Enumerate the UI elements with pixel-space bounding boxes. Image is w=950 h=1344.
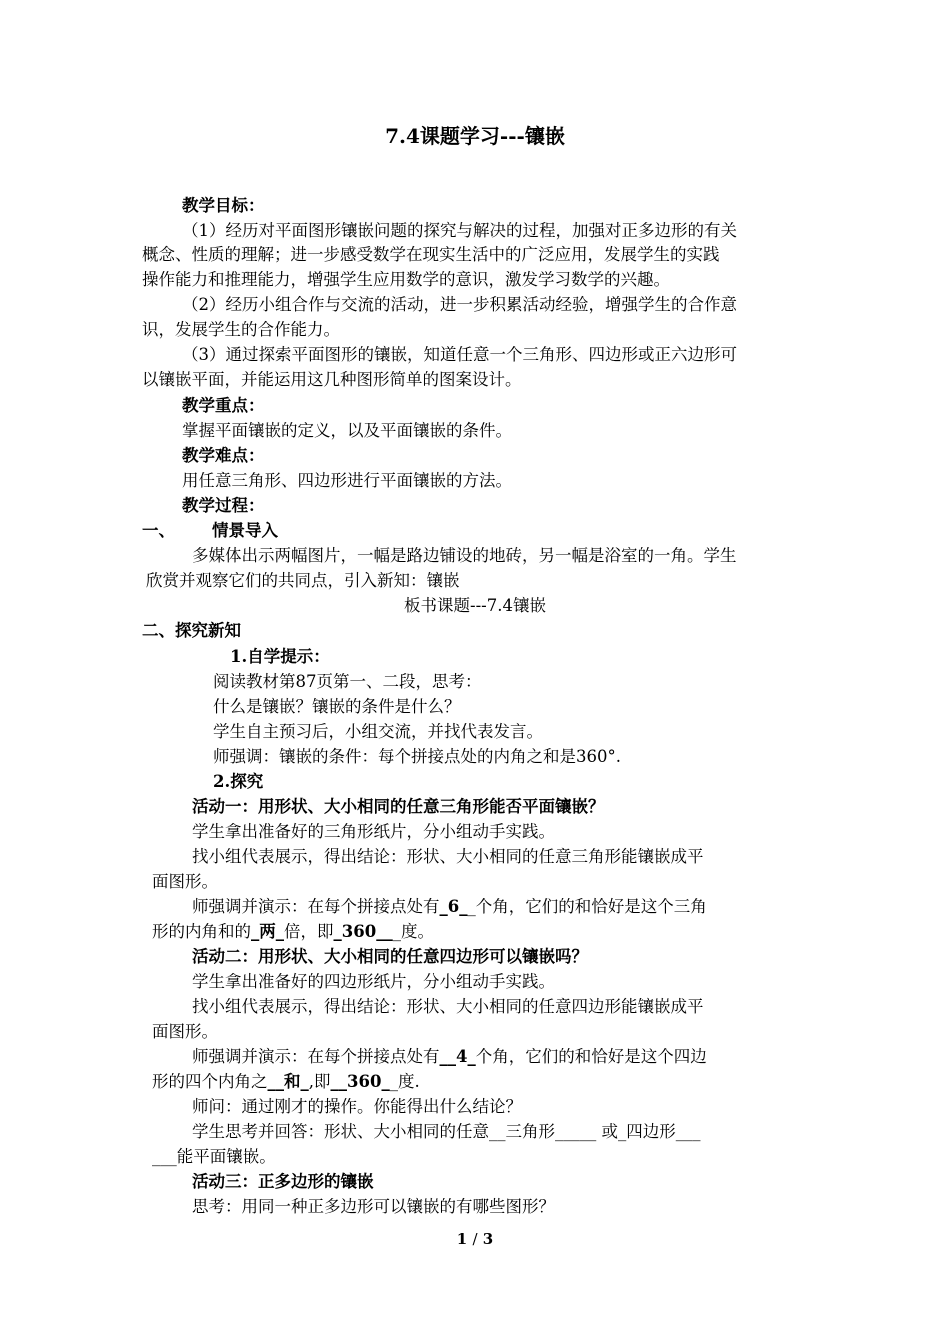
section-2-heading: 二、探究新知 <box>142 621 241 640</box>
key-point-text: 掌握平面镶嵌的定义，以及平面镶嵌的条件。 <box>182 421 512 440</box>
objective-2-line-2: 识，发展学生的合作能力。 <box>142 320 340 339</box>
activity-2-answer-degrees: __360_ <box>330 1072 390 1091</box>
activity-2-answer-count: __4_ <box>439 1047 476 1066</box>
activity-1-line-2: 找小组代表展示，得出结论：形状、大小相同的任意三角形能镶嵌成平 <box>192 847 704 866</box>
section-1-line-2: 欣赏并观察它们的共同点，引入新知：镶嵌 <box>146 571 460 590</box>
self-study-line-2: 什么是镶嵌？镶嵌的条件是什么？ <box>213 697 461 716</box>
self-study-line-3: 学生自主预习后，小组交流，并找代表发言。 <box>213 722 543 741</box>
page-number <box>0 1229 950 1249</box>
activity-1-answer-times: _两_ <box>251 922 284 941</box>
activity-2-line-8: ___能平面镶嵌。 <box>152 1147 276 1166</box>
explore-heading: 2.探究 <box>213 772 264 791</box>
activity-2-line-4 <box>192 1046 707 1068</box>
key-point-heading: 教学重点： <box>182 396 265 415</box>
self-study-line-4: 师强调：镶嵌的条件：每个拼接点处的内角之和是360°. <box>213 747 621 766</box>
board-title: 板书课题---7.4镶嵌 <box>404 596 546 615</box>
activity-2-line-5 <box>152 1071 420 1093</box>
objectives-heading: 教学目标： <box>182 196 265 215</box>
difficulty-heading: 教学难点： <box>182 446 265 465</box>
activity-1-line-3: 面图形。 <box>152 872 218 891</box>
activity-1-line-4 <box>192 896 707 918</box>
activity-1-text-a: 师强调并演示：在每个拼接点处有 <box>192 897 440 916</box>
activity-2-text-b: 个角，它们的和恰好是这个四边 <box>475 1047 707 1066</box>
objective-1-line-1: （1）经历对平面图形镶嵌问题的探究与解决的过程，加强对正多边形的有关 <box>182 221 737 240</box>
activity-1-text-c: 形的内角和的 <box>152 922 251 941</box>
activity-2-heading: 活动二：用形状、大小相同的任意四边形可以镶嵌吗？ <box>192 947 588 966</box>
activity-1-text-b: _个角，它们的和恰好是这个三角 <box>467 897 707 916</box>
activity-2-text-c: 形的四个内角之 <box>152 1072 268 1091</box>
activity-1-answer-degrees: _360__ <box>333 922 393 941</box>
section-1-line-1: 多媒体出示两幅图片，一幅是路边铺设的地砖，另一幅是浴室的一角。学生 <box>192 546 737 565</box>
objective-2-line-1: （2）经历小组合作与交流的活动，进一步积累活动经验，增强学生的合作意 <box>182 295 737 314</box>
activity-2-text-a: 师强调并演示：在每个拼接点处有 <box>192 1047 440 1066</box>
activity-1-answer-count: _6_ <box>439 897 468 916</box>
activity-2-line-2: 找小组代表展示，得出结论：形状、大小相同的任意四边形能镶嵌成平 <box>192 997 704 1016</box>
activity-3-heading: 活动三：正多边形的镶嵌 <box>192 1172 374 1191</box>
activity-1-text-e: _度。 <box>392 922 434 941</box>
activity-2-text-e: _度. <box>389 1072 420 1091</box>
activity-1-line-5 <box>152 921 434 943</box>
difficulty-text: 用任意三角形、四边形进行平面镶嵌的方法。 <box>182 471 512 490</box>
page-total: 3 <box>482 1230 494 1248</box>
activity-1-heading: 活动一：用形状、大小相同的任意三角形能否平面镶嵌？ <box>192 797 605 816</box>
activity-1-text-d: 倍，即 <box>284 922 334 941</box>
self-study-line-1: 阅读教材第87页第一、二段，思考： <box>213 672 482 691</box>
objective-1-line-2: 概念、性质的理解；进一步感受数学在现实生活中的广泛应用，发展学生的实践 <box>142 245 720 264</box>
activity-3-line-1: 思考：用同一种正多边形可以镶嵌的有哪些图形？ <box>192 1197 555 1216</box>
objective-3-line-2: 以镶嵌平面，并能运用这几种图形简单的图案设计。 <box>142 370 522 389</box>
activity-2-line-1: 学生拿出准备好的四边形纸片，分小组动手实践。 <box>192 972 555 991</box>
page-title: 7.4课题学习---镶嵌 <box>385 124 565 148</box>
activity-2-line-7: 学生思考并回答：形状、大小相同的任意__三角形_____ 或_四边形___ <box>192 1122 701 1141</box>
process-heading: 教学过程： <box>182 496 265 515</box>
page-separator: / <box>472 1230 478 1248</box>
activity-2-line-6: 师问：通过刚才的操作。你能得出什么结论？ <box>192 1097 522 1116</box>
activity-1-line-1: 学生拿出准备好的三角形纸片，分小组动手实践。 <box>192 822 555 841</box>
self-study-heading: 1.自学提示： <box>230 647 330 666</box>
page-current: 1 <box>456 1230 468 1248</box>
activity-2-line-3: 面图形。 <box>152 1022 218 1041</box>
activity-2-text-d: ,即 <box>308 1072 331 1091</box>
section-1-number: 一、 <box>142 521 175 540</box>
section-1-title: 情景导入 <box>212 521 278 540</box>
objective-3-line-1: （3）通过探索平面图形的镶嵌，知道任意一个三角形、四边形或正六边形可 <box>182 345 737 364</box>
activity-2-answer-sum: __和_ <box>267 1072 309 1091</box>
objective-1-line-3: 操作能力和推理能力，增强学生应用数学的意识，激发学习数学的兴趣。 <box>142 270 670 289</box>
